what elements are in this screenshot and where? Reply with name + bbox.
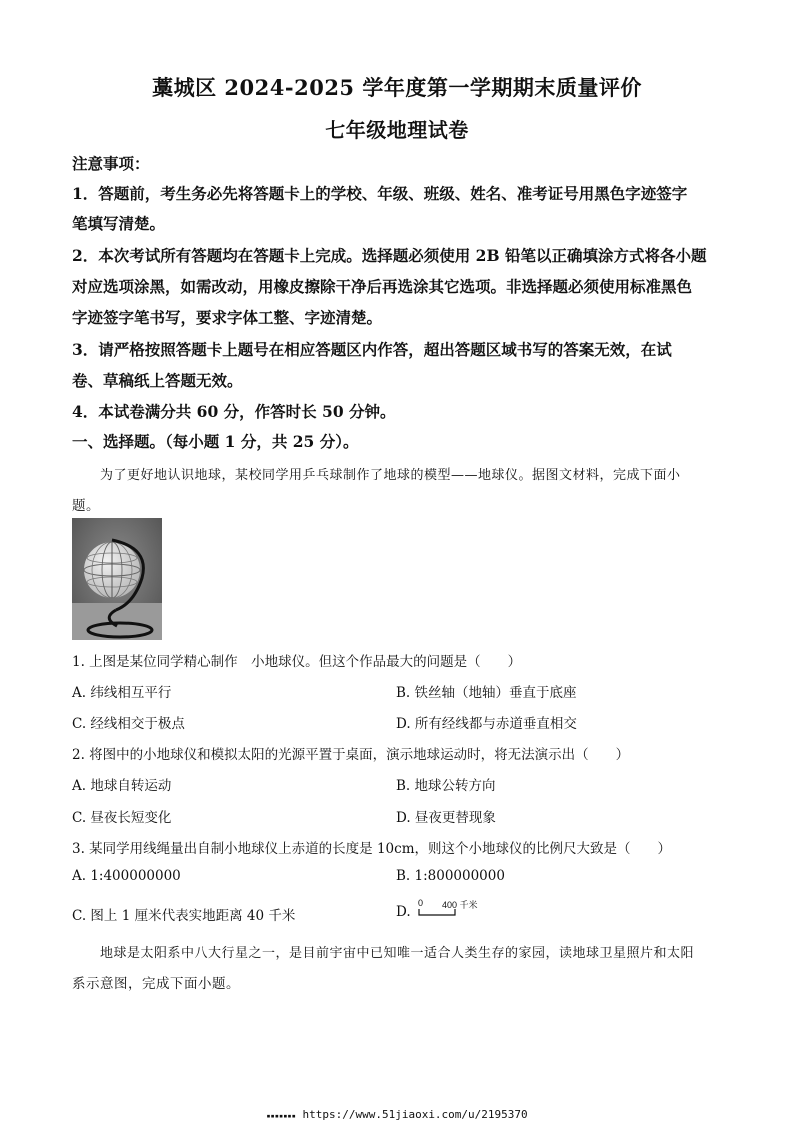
question-2-option-d[interactable]: D. 昼夜更替现象	[396, 810, 496, 826]
question-3-option-a[interactable]: A. 1:400000000	[72, 868, 181, 884]
notice-heading: 注意事项：	[72, 154, 150, 173]
notice-line: 对应选项涂黑，如需改动，用橡皮擦除干净后再选涂其它选项。非选择题必须使用标准黑色	[72, 277, 693, 296]
question-2-stem: 2. 将图中的小地球仪和模拟太阳的光源平置于桌面，演示地球运动时，将无法演示出（ ）	[72, 747, 630, 763]
notice-line: 卷、草稿纸上答题无效。	[72, 371, 243, 390]
question-1-option-c[interactable]: C. 经线相交于极点	[72, 716, 185, 732]
notice-line: 字迹签字笔书写，要求字体工整、字迹清楚。	[72, 308, 383, 327]
footer-prefix: ▪▪▪▪▪▪▪	[266, 1112, 296, 1120]
scale-bar-zero: 0	[418, 898, 424, 908]
notice-line: 2．本次考试所有答题均在答题卡上完成。选择题必须使用 2B 铅笔以正确填涂方式将各小题	[72, 246, 707, 265]
scale-bar	[414, 898, 494, 920]
intro2-paragraph-line: 系示意图，完成下面小题。	[72, 976, 240, 992]
question-3-option-c[interactable]: C. 图上 1 厘米代表实地距离 40 千米	[72, 908, 296, 924]
section-heading: 一、选择题。（每小题 1 分，共 25 分）。	[72, 432, 359, 451]
globe-photo	[72, 518, 162, 640]
exam-subtitle: 七年级地理试卷	[325, 118, 469, 142]
question-2-option-b[interactable]: B. 地球公转方向	[396, 778, 496, 794]
footer-watermark	[0, 1108, 794, 1121]
exam-title: 藁城区 2024-2025 学年度第一学期期末质量评价	[152, 75, 642, 100]
scale-bar-label: 400 千米	[442, 900, 478, 910]
notice-line: 1．答题前，考生务必先将答题卡上的学校、年级、班级、姓名、准考证号用黑色字迹签字	[72, 184, 688, 203]
notice-line: 笔填写清楚。	[72, 214, 166, 233]
intro2-paragraph-line: 地球是太阳系中八大行星之一，是目前宇宙中已知唯一适合人类生存的家园，读地球卫星照片和太阳	[100, 946, 695, 961]
question-3-option-b[interactable]: B. 1:800000000	[396, 868, 505, 884]
intro-paragraph-line: 题。	[72, 498, 100, 514]
intro-paragraph-line: 为了更好地认识地球，某校同学用乒乓球制作了地球的模型——地球仪。据图文材料，完成下面小	[100, 468, 681, 483]
question-1-option-b[interactable]: B. 铁丝轴（地轴）垂直于底座	[396, 685, 577, 701]
question-1-option-d[interactable]: D. 所有经线都与赤道垂直相交	[396, 716, 577, 732]
notice-line: 3．请严格按照答题卡上题号在相应答题区内作答，超出答题区域书写的答案无效，在试	[72, 340, 672, 359]
question-2-option-a[interactable]: A. 地球自转运动	[72, 778, 172, 794]
question-2-option-c[interactable]: C. 昼夜长短变化	[72, 810, 172, 826]
question-1-option-a[interactable]: A. 纬线相互平行	[72, 685, 172, 701]
question-1-stem: 1. 上图是某位同学精心制作 小地球仪。但这个作品最大的问题是（ ）	[72, 654, 522, 670]
question-3-stem: 3. 某同学用线绳量出自制小地球仪上赤道的长度是 10cm，则这个小地球仪的比例尺大致是（ ）	[72, 841, 672, 857]
question-3-option-d[interactable]: D.	[396, 904, 411, 920]
notice-line: 4．本试卷满分共 60 分，作答时长 50 分钟。	[72, 402, 396, 421]
footer-url-link[interactable]: https://www.51jiaoxi.com/u/2195370	[302, 1108, 528, 1121]
